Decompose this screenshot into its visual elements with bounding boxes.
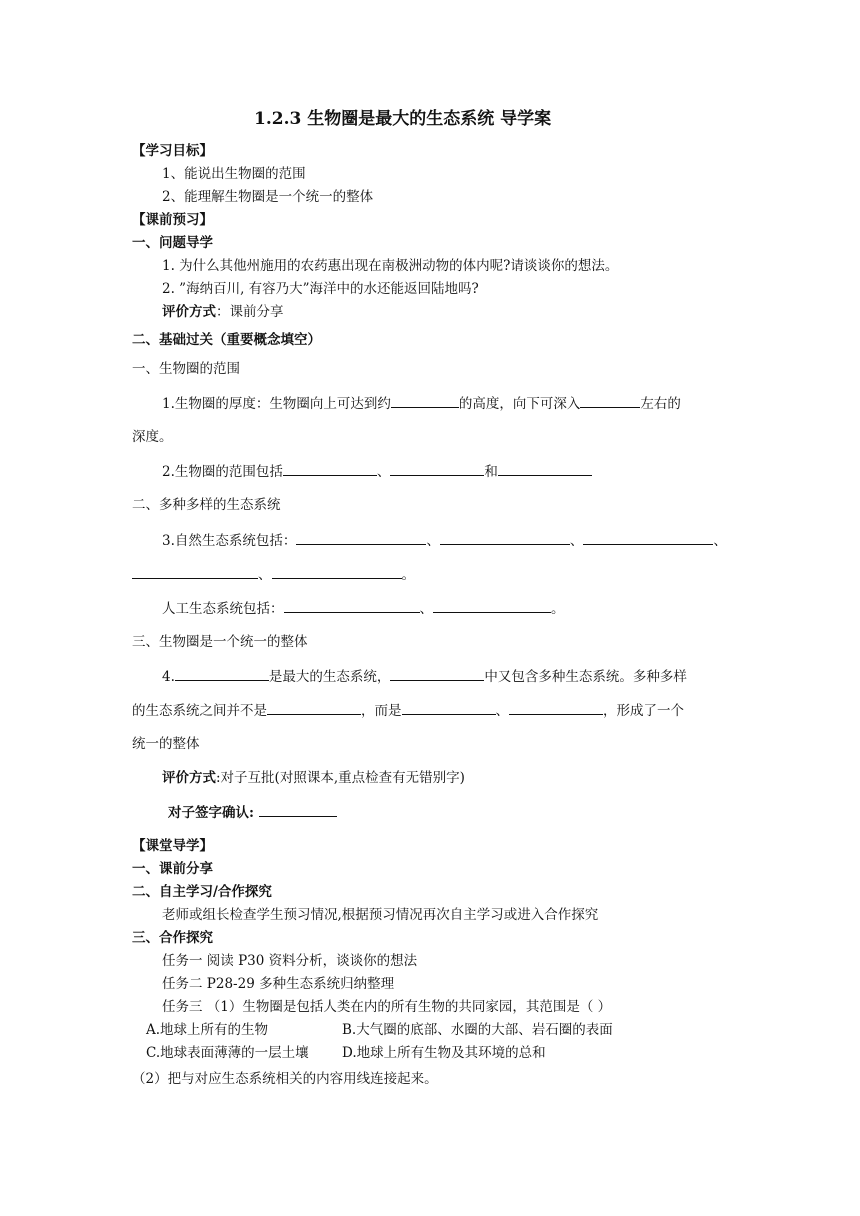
blank-field[interactable] (433, 599, 551, 613)
blank-field[interactable] (509, 701, 603, 715)
blank-field[interactable] (283, 462, 377, 476)
blank-field[interactable] (296, 531, 426, 545)
blank-field[interactable] (440, 531, 570, 545)
question-guide-heading: 一、问题导学 (132, 235, 213, 251)
fill-3-line-2 (132, 565, 415, 584)
separator: 。 (401, 567, 415, 583)
signature-field[interactable] (259, 803, 337, 817)
fill-4-text: 是最大的生态系统， (268, 669, 391, 685)
blank-field[interactable] (498, 462, 592, 476)
separator: 、 (426, 533, 440, 549)
blank-field[interactable] (580, 394, 640, 408)
signature-line (168, 803, 337, 822)
separator: 、 (569, 533, 584, 549)
section-3-heading: 三、生物圈是一个统一的整体 (132, 634, 308, 650)
fill-4-text: 统一的整体 (132, 736, 200, 752)
goals-heading: 【学习目标】 (132, 143, 213, 159)
fill-2-text: 2.生物圈的范围包括 (162, 464, 283, 480)
blank-field[interactable] (391, 394, 459, 408)
option-d: D.地球上所有生物及其环境的总和 (342, 1045, 546, 1061)
fill-1-text: 左右的 (640, 396, 681, 412)
blank-field[interactable] (272, 565, 402, 579)
fill-4-text: 中又包含多种生态系统。多种多样 (484, 669, 687, 685)
classroom-section-2: 二、自主学习/合作探究 (132, 884, 272, 900)
option-b: B.大气圈的底部、水圈的大部、岩石圈的表面 (342, 1022, 613, 1038)
separator: 。 (551, 601, 565, 617)
goal-item: 2、能理解生物圈是一个统一的整体 (162, 189, 374, 205)
fill-3-text: 3.自然生态系统包括： (162, 533, 297, 549)
option-a: A.地球上所有的生物 (146, 1022, 269, 1038)
blank-field[interactable] (583, 531, 713, 545)
classroom-section-1: 一、课前分享 (132, 861, 213, 877)
blank-field[interactable] (390, 462, 484, 476)
fill-3-line (162, 531, 727, 550)
fill-1-text: 深度。 (132, 429, 173, 445)
evaluation-text: :对子互批(对照课本,重点检查有无错别字) (216, 770, 465, 786)
fill-4-line-2 (132, 701, 684, 720)
fill-3b-text: 人工生态系统包括： (162, 601, 284, 617)
separator: 、 (419, 601, 433, 617)
separator: 、 (713, 533, 727, 549)
evaluation-text: ：课前分享 (216, 304, 284, 320)
fill-4-text: 的生态系统之间并不是 (132, 703, 267, 719)
signature-label: 对子签字确认: (168, 805, 259, 821)
question-2-matching: （2）把与对应生态系统相关的内容用线连接起来。 (132, 1071, 438, 1087)
fill-3b-line (162, 599, 565, 618)
task-1: 任务一 阅读 P30 资料分析，谈谈你的想法 (162, 953, 418, 969)
fill-4-text: ，而是 (361, 703, 402, 719)
separator: 和 (484, 464, 498, 480)
blank-field[interactable] (284, 599, 420, 613)
blank-field[interactable] (132, 565, 258, 579)
section-2-heading: 二、多种多样的生态系统 (132, 497, 281, 513)
task-2: 任务二 P28-29 多种生态系统归纳整理 (162, 976, 395, 992)
preview-heading: 【课前预习】 (132, 212, 213, 228)
task-3: 任务三 （1）生物圈是包括人类在内的所有生物的共同家园，其范围是（ ） (162, 999, 612, 1015)
basic-heading: 二、基础过关（重要概念填空） (132, 332, 321, 348)
classroom-section-3: 三、合作探究 (132, 930, 213, 946)
question-2: 2. ”海纳百川, 有容乃大”海洋中的水还能返回陆地吗? (162, 281, 479, 297)
classroom-section-2-text: 老师或组长检查学生预习情况,根据预习情况再次自主学习或进入合作探究 (162, 907, 599, 923)
evaluation-label: 评价方式 (162, 770, 216, 786)
fill-1-line (162, 394, 681, 413)
fill-4-text: ，形成了一个 (603, 703, 684, 719)
blank-field[interactable] (267, 701, 361, 715)
blank-field[interactable] (390, 667, 484, 681)
evaluation-line (162, 303, 284, 321)
section-1-heading: 一、生物圈的范围 (132, 361, 240, 377)
fill-2-line (162, 462, 592, 481)
fill-1-text: 1.生物圈的厚度：生物圈向上可达到约 (162, 396, 391, 412)
option-c: C.地球表面薄薄的一层土壤 (146, 1045, 309, 1061)
separator: 、 (376, 464, 391, 480)
goal-item: 1、能说出生物圈的范围 (162, 166, 306, 182)
fill-4-text: 4. (162, 669, 175, 685)
fill-1-text: 的高度，向下可深入 (458, 396, 581, 412)
page-title: 1.2.3 生物圈是最大的生态系统 导学案 (254, 109, 552, 129)
fill-4-line (162, 667, 687, 686)
classroom-heading: 【课堂导学】 (132, 838, 213, 854)
evaluation-label: 评价方式 (162, 304, 216, 320)
separator: 、 (258, 567, 272, 583)
question-1: 1. 为什么其他州施用的农药惠出现在南极洲动物的体内呢?请谈谈你的想法。 (162, 258, 619, 274)
evaluation-2-line (162, 769, 465, 787)
blank-field[interactable] (402, 701, 496, 715)
separator: 、 (495, 703, 509, 719)
blank-field[interactable] (175, 667, 269, 681)
